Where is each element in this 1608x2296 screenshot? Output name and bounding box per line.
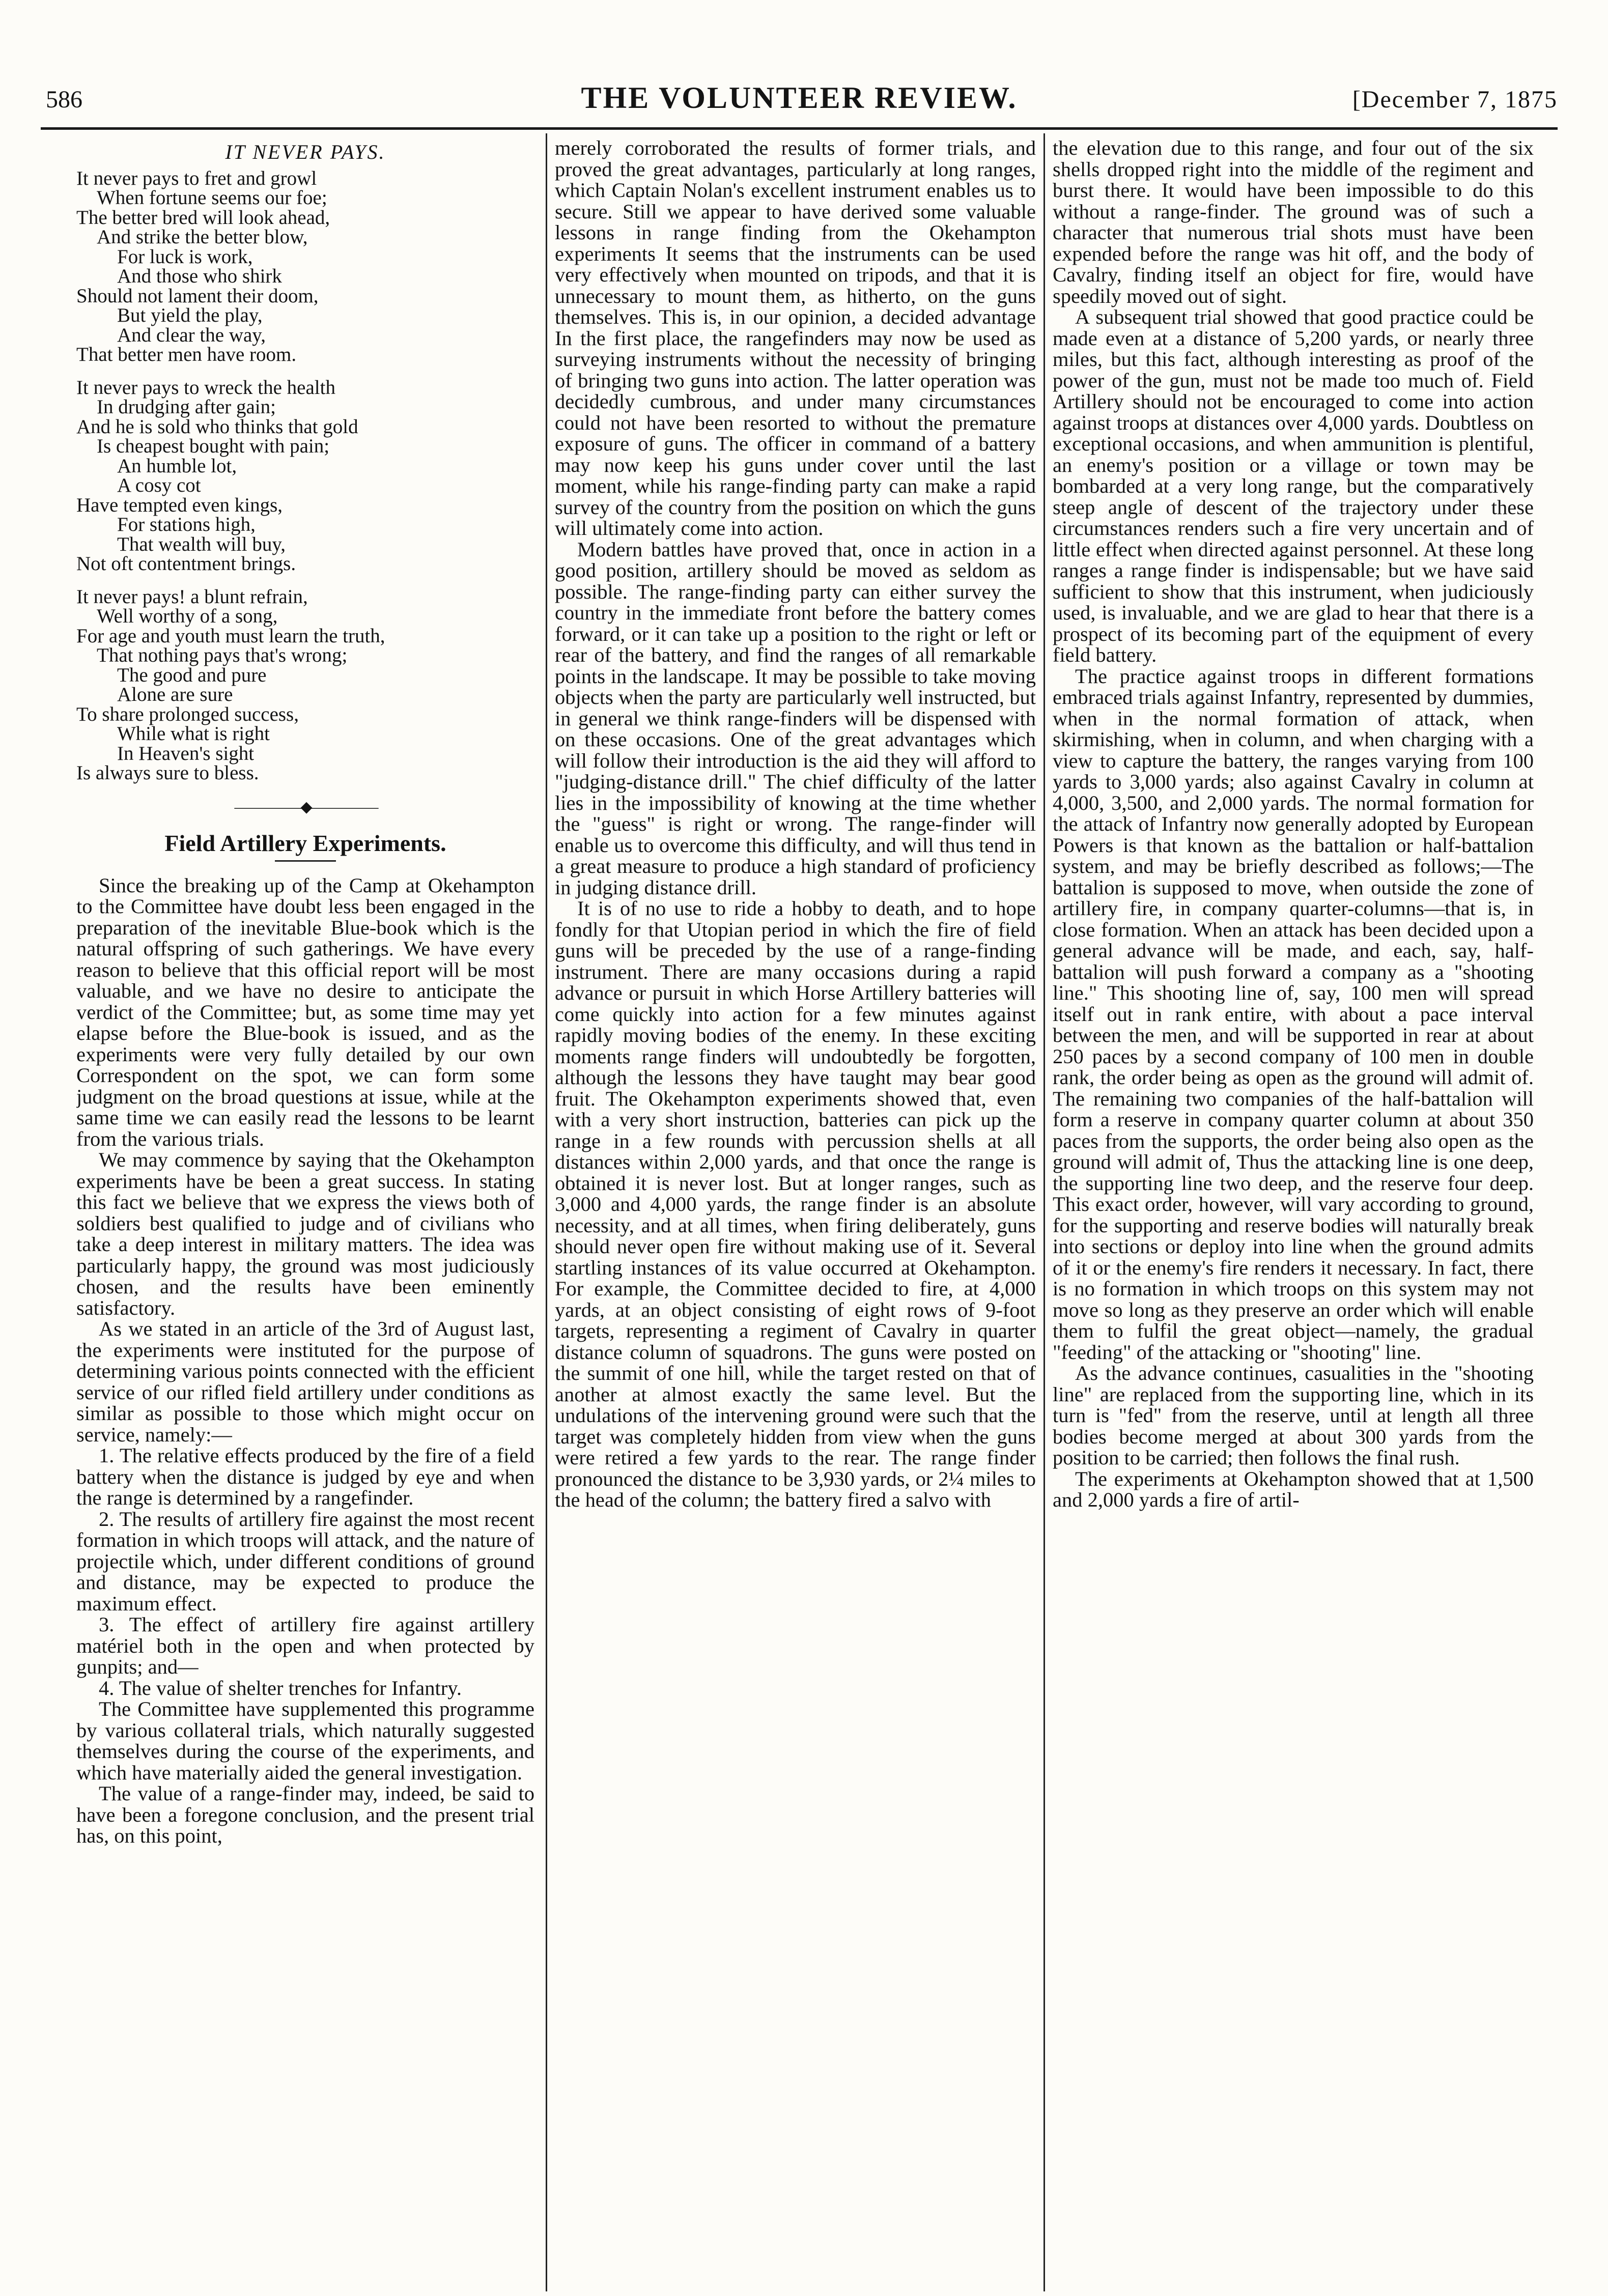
poem-line: For stations high, bbox=[117, 514, 256, 535]
poem-line: In drudging after gain; bbox=[97, 396, 276, 418]
poem-line: While what is right bbox=[117, 723, 270, 745]
poem-line: Not oft contentment brings. bbox=[76, 553, 296, 575]
article-paragraph: The Committee have supplemented this programme by various collateral trials, which naturally suggested themselves during the course of the experiments, and which have materially aided the general investigation. bbox=[76, 1697, 534, 1784]
poem-line: Should not lament their doom, bbox=[76, 285, 319, 307]
column-3 bbox=[1053, 137, 1534, 2290]
poem-line: For age and youth must learn the truth, bbox=[76, 625, 385, 647]
page-number: 586 bbox=[46, 86, 82, 113]
poem-line: An humble lot, bbox=[117, 455, 237, 477]
poem-stanza bbox=[76, 169, 534, 365]
poem-line: In Heaven's sight bbox=[117, 742, 255, 764]
article-paragraph: The experiments at Okehampton showed that at 1,500 and 2,000 yards a fire of artil- bbox=[1053, 1467, 1534, 1511]
poem-line: Alone are sure bbox=[117, 684, 233, 705]
poem-line: Well worthy of a song, bbox=[97, 605, 278, 627]
poem-stanza bbox=[76, 587, 534, 783]
article-title: Field Artillery Experiments. bbox=[164, 830, 446, 856]
poem-line: And those who shirk bbox=[117, 265, 282, 287]
page-header bbox=[41, 76, 1558, 117]
poem-line: And strike the better blow, bbox=[97, 226, 308, 248]
poem-line: But yield the play, bbox=[117, 304, 263, 326]
poem-stanza bbox=[76, 378, 534, 574]
poem-title: IT NEVER PAYS. bbox=[225, 140, 386, 163]
column-3-text bbox=[1053, 137, 1534, 1511]
article-paragraph: merely corroborated the results of former trials, and proved the great advantages, particularly at long ranges, which Captain Nolan's excellent instrument enables us to secure. Still we appear to have derived some valuable lessons in range finding from the Okehampton experiments It seems that the instruments can be used very effectively when mounted on tripods, and that it is unnecessary to mount them, as hitherto, on the guns themselves. This is, in our opinion, a decided advantage In the first place, the rangefinders may now be used as surveying instruments without the necessity of bringing of bringing two guns into action. The latter operation was decidedly cumbrous, and under many circumstances could not have been resorted to without the premature exposure of guns. The officer in command of a battery may now keep his guns under cover until the last moment, while his range-finding party can make a rapid survey of the country from the position on which the guns will ultimately come into action. bbox=[555, 137, 1036, 540]
article-paragraph: 2. The results of artillery fire against the most recent formation in which troops will attack, and the nature of projectile which, under different conditions of ground and distance, may be expected to produce the maximum effect. bbox=[76, 1507, 534, 1615]
article-paragraph: the elevation due to this range, and four out of the six shells dropped right into the middle of the regiment and burst there. It would have been impossible to do this without a range-finder. The ground was of such a character that numerous trial shots must have been expended before the range was hit off, and the body of Cavalry, finding itself an object for fire, would have speedily moved out of sight. bbox=[1053, 137, 1534, 307]
article-paragraph: 4. The value of shelter trenches for Infantry. bbox=[99, 1676, 462, 1699]
article-paragraph: 3. The effect of artillery fire against artillery matériel both in the open and when protected by gunpits; and— bbox=[76, 1613, 534, 1678]
article-paragraph: Since the breaking up of the Camp at Okehampton to the Committee have doubt less been engaged in the preparation of the inevitable Blue-book which is the natural offspring of such gatherings. We have every reason to believe that this official report will be most valuable, and we have no desire to anticipate the verdict of the Committee; but, as some time may yet elapse before the Blue-book is issued, and as the experiments were very fully detailed by our own Correspondent on the spot, we can form some judgment on the broad questions at issue, while at the same time we can easily read the lessons to be learnt from the various trials. bbox=[76, 873, 534, 1150]
article-paragraph: It is of no use to ride a hobby to death, and to hope fondly for that Utopian period in which the fire of field guns will be preceded by the use of a range-finding instrument. There are many occasions during a rapid advance or pursuit in which Horse Artillery batteries will come quickly into action for a few minutes against rapidly moving bodies of the enemy. In these exciting moments range finders will undoubtedly be forgotten, although the lessons they have taught may bear good fruit. The Okehampton experiments showed that, even with a very short instruction, batteries can pick up the range in a few rounds with percussion shells at all distances within 2,000 yards, and that once the range is obtained it is never lost. But at longer ranges, such as 3,000 and 4,000 yards, the range finder is an absolute necessity, and at all times, when firing deliberately, guns should never open fire without making use of it. Several startling instances of its value occurred at Okehampton. For example, the Committee decided to fire, at 4,000 yards, at an object consisting of eight rows of 9-foot targets, representing a regiment of Cavalry in quarter distance column of squadrons. The guns were posted on the summit of one hill, while the target rested on that of another at almost exactly the same level. But the undulations of the intervening ground were such that the target was completely hidden from view when the guns were retired a few yards to the rear. The range finder pronounced the distance to be 3,930 yards, or 2¼ miles to the head of the column; the battery fired a salvo with bbox=[555, 897, 1036, 1511]
poem-line: When fortune seems our foe; bbox=[97, 187, 327, 209]
title-rule bbox=[275, 860, 336, 862]
poem-line: That nothing pays that's wrong; bbox=[97, 644, 348, 666]
column-divider bbox=[546, 133, 547, 2291]
column-1 bbox=[76, 137, 534, 2290]
section-ornament: —————◆————— bbox=[234, 798, 377, 815]
poem-line: A cosy cot bbox=[117, 474, 201, 496]
article-paragraph: As the advance continues, casualities in the "shooting line" are replaced from the supporting line, which in its turn is "fed" from the reserve, until at length all three bodies become merged at about 300 yards from the position to be carried; then follows the final rush. bbox=[1053, 1362, 1534, 1469]
poem-line: It never pays to fret and growl bbox=[76, 167, 317, 189]
journal-title: THE VOLUNTEER REVIEW. bbox=[581, 81, 1018, 115]
poem-line: For luck is work, bbox=[117, 245, 253, 268]
header-rule bbox=[41, 127, 1558, 130]
article-paragraph: The value of a range-finder may, indeed, be said to have been a foregone conclusion, and the present trial has, on this point, bbox=[76, 1782, 534, 1847]
poem-line: To share prolonged success, bbox=[76, 703, 299, 725]
poem-line: Is always sure to bless. bbox=[76, 762, 259, 784]
poem-line: Have tempted even kings, bbox=[76, 494, 283, 516]
poem-line: And clear the way, bbox=[117, 324, 266, 346]
poem-line: The better bred will look ahead, bbox=[76, 206, 330, 229]
article-paragraph: We may commence by saying that the Okehampton experiments have be been a great success. In stating this fact we believe that we express the views both of soldiers best qualified to judge and of civilians who take a deep interest in military matters. The idea was particularly happy, the ground was most judiciously chosen, and the results have been eminently satisfactory. bbox=[76, 1148, 534, 1319]
poem-line: That wealth will buy, bbox=[117, 533, 286, 555]
article-paragraph: A subsequent trial showed that good practice could be made even at a distance of 5,200 yards, or nearly three miles, but this fact, although interesting as proof of the power of the gun, must not be made too much of. Field Artillery should not be encouraged to come into action against troops at distances over 4,000 yards. Doubtless on exceptional occasions, and when ammunition is plentiful, an enemy's position or a village or town may be bombarded at a very long range, but the comparatively steep angle of descent of the trajectory under these circumstances renders such a fire very uncertain and of little effect when directed against personnel. At these long ranges a range finder is indispensable; but we have said sufficient to show that this instrument, when judiciously used, is invaluable, and we are glad to hear that there is a prospect of its becoming part of the equipment of every field battery. bbox=[1053, 305, 1534, 666]
poem-body bbox=[76, 169, 534, 783]
article-paragraph: 1. The relative effects produced by the fire of a field battery when the distance is judged by eye and when the range is determined by a rangefinder. bbox=[76, 1444, 534, 1509]
column-2 bbox=[555, 137, 1036, 2290]
poem-line: It never pays to wreck the health bbox=[76, 376, 335, 399]
issue-date: [December 7, 1875 bbox=[1352, 86, 1558, 113]
column-divider bbox=[1043, 133, 1045, 2291]
poem-line: That better men have room. bbox=[76, 344, 297, 365]
column-2-text bbox=[555, 137, 1036, 1511]
poem-line: Is cheapest bought with pain; bbox=[97, 435, 330, 457]
poem-line: And he is sold who thinks that gold bbox=[76, 415, 358, 438]
column-1-text bbox=[76, 875, 534, 1847]
article-paragraph: As we stated in an article of the 3rd of August last, the experiments were instituted for the purpose of determining various points connected with the efficient service of our rifled field artillery under conditions as similar as possible to those which might occur on service, namely:— bbox=[76, 1317, 534, 1446]
poem-line: The good and pure bbox=[117, 664, 267, 686]
poem-line: It never pays! a blunt refrain, bbox=[76, 585, 308, 608]
article-paragraph: The practice against troops in different formations embraced trials against Infantry, represented by dummies, when in the normal formation of attack, when skirmishing, when in column, and when charging with a view to capture the battery, the ranges varying from 100 yards to 3,000 yards; also against Cavalry in column at 4,000, 3,500, and 2,000 yards. The normal formation for the attack of Infantry now generally adopted by European Powers is that known as the battalion or half-battalion system, and may be briefly described as follows;—The battalion is supposed to move, when outside the zone of artillery fire, in company quarter-columns—that is, in close formation. When an attack has been decided upon a general advance will be made, and each, say, half-battalion will push forward a company as a "shooting line." This shooting line of, say, 100 men will spread itself out in rank entire, with about a pace interval between the men, and will be supported in rear at about 250 paces by a second company of 100 men in double rank, the order being as open as the ground will admit of. The remaining two companies of the half-battalion will form a reserve in company quarter column at about 350 paces from the supports, the order being also open as the ground will admit of, Thus the attacking line is one deep, the supporting line two deep, and the reserve four deep. This exact order, however, will vary according to ground, for the supporting and reserve bodies will naturally break into sections or deploy into line when the ground admits of it or the enemy's fire renders it necessary. In fact, there is no formation in which troops on this system may not move so long as they preserve an order which will enable them to fulfil the great object—namely, the gradual "feeding" of the attacking or "shooting" line. bbox=[1053, 664, 1534, 1364]
article-paragraph: Modern battles have proved that, once in action in a good position, artillery should be moved as seldom as possible. The range-finding party can either survey the country in the immediate front before the battery comes forward, or it can take up a position to the right or left or rear of the battery, and find the ranges of all remarkable points in the landscape. It may be possible to take moving objects when the party are particularly well instructed, but in general we think range-finders will be dispensed with on these occasions. One of the great advantages which will follow their introduction is the aid they will afford to "judging-distance drill." The chief difficulty of the latter lies in the impossibility of knowing at the time whether the "guess" is right or wrong. The range-finder will enable us to overcome this difficulty, and will thus tend in a great measure to produce a high standard of proficiency in judging distance drill. bbox=[555, 537, 1036, 899]
